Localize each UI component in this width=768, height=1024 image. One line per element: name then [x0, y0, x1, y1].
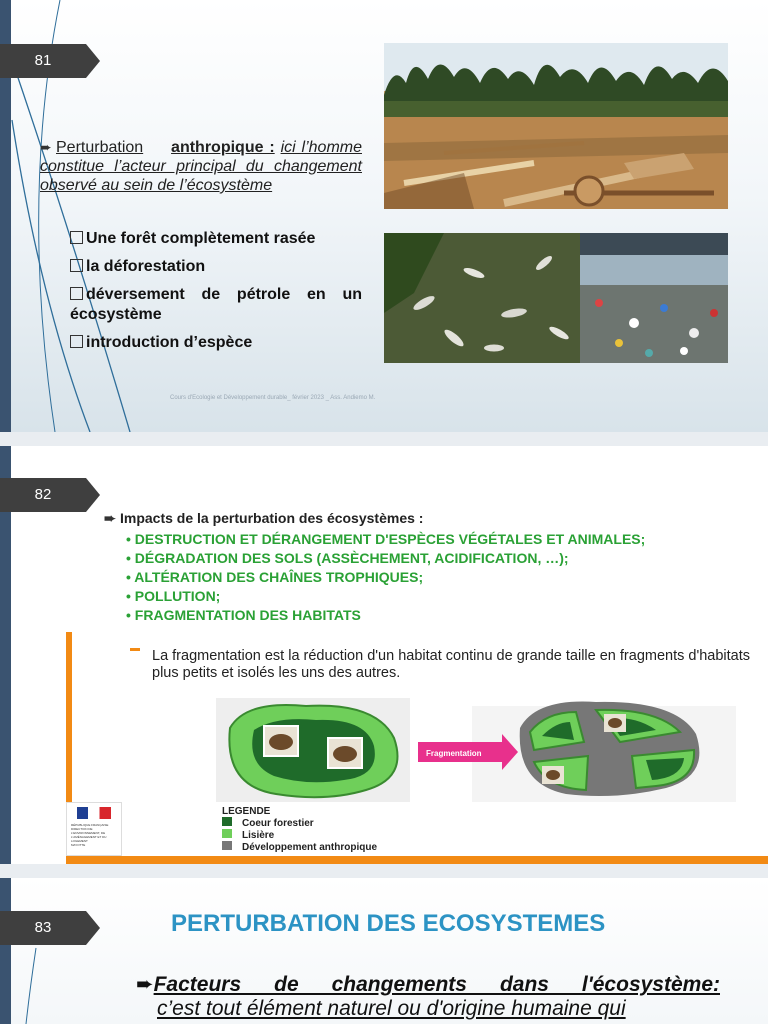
items-list [70, 229, 362, 353]
legend-item: Coeur forestier [222, 817, 377, 829]
legend-item: Développement anthropique [222, 841, 377, 853]
checkbox-bullet-icon [70, 259, 83, 272]
orange-bullet-icon [130, 648, 140, 651]
list-item: déversement de pétrole en un écosystème [70, 286, 362, 323]
slide-number-tag: 82 [0, 478, 100, 512]
impacts-heading: ➨ Impacts de la perturbation des écosystèmes : [104, 510, 424, 526]
slide-81 [0, 0, 768, 432]
government-logo: RÉPUBLIQUE FRANÇAISE DIRECTION DE L'ENVIRONNEMENT, DE L'AMÉNAGEMENT ET DU LOGEMENT MAYOTTE [66, 802, 122, 856]
slide-83 [0, 878, 768, 1024]
deforestation-photo [384, 43, 728, 209]
arrow-bullet-icon: ➨ [40, 139, 52, 155]
legend-title: LEGENDE [222, 806, 271, 817]
arrow-bullet-icon: ➨ [136, 973, 154, 996]
list-item: • FRAGMENTATION DES HABITATS [126, 607, 361, 623]
fragmentation-arrow-label: Fragmentation [426, 749, 482, 758]
legend-item: Lisière [222, 829, 377, 841]
checkbox-bullet-icon [70, 287, 83, 300]
fragmentation-definition: La fragmentation est la réduction d'un habitat continu de grande taille en fragments d'habitats plus petits et isolés les uns des autres. [152, 648, 751, 681]
decorative-curves [0, 878, 60, 1024]
factors-line-2: c’est tout élément naturel ou d'origine humaine qui [157, 997, 626, 1020]
list-item: • DÉGRADATION DES SOLS (ASSÈCHEMENT, ACIDIFICATION, …); [126, 550, 569, 566]
fragmentation-figure [66, 632, 768, 864]
list-item: la déforestation [70, 257, 362, 277]
checkbox-bullet-icon [70, 335, 83, 348]
legend-swatch-icon [222, 817, 232, 826]
lead-paragraph: ➨ Perturbation anthropique : ici l’homme constitue l’acteur principal du changement observé au sein de l’écosystème [40, 139, 362, 194]
fragmentation-diagram [216, 698, 736, 802]
legend [222, 806, 377, 853]
slide-number-tag: 81 [0, 44, 100, 78]
list-item: introduction d’espèce [70, 333, 362, 353]
orange-bottom-bar [66, 856, 768, 864]
impacts-list [126, 530, 645, 625]
factors-paragraph [136, 973, 720, 1021]
checkbox-bullet-icon [70, 231, 83, 244]
legend-swatch-icon [222, 829, 232, 838]
slide-footer: Cours d'Ecologie et Développement durable_ février 2023 _ Ass. Andiemo M. [170, 395, 376, 401]
list-item: • ALTÉRATION DES CHAÎNES TROPHIQUES; [126, 569, 424, 585]
factors-line-1: ➨Facteurs de changements dans l'écosystème: [136, 973, 720, 996]
slide-82 [0, 446, 768, 864]
list-item: • POLLUTION; [126, 588, 221, 604]
list-item: Une forêt complètement rasée [70, 229, 362, 249]
legend-swatch-icon [222, 841, 232, 850]
arrow-bullet-icon: ➨ [104, 510, 116, 526]
list-item: • DESTRUCTION ET DÉRANGEMENT D'ESPÈCES VÉGÉTALES ET ANIMALES; [126, 531, 646, 547]
slide-number-tag: 83 [0, 911, 100, 945]
pollution-photo [384, 233, 728, 363]
slide-title: PERTURBATION DES ECOSYSTEMES [171, 910, 606, 937]
